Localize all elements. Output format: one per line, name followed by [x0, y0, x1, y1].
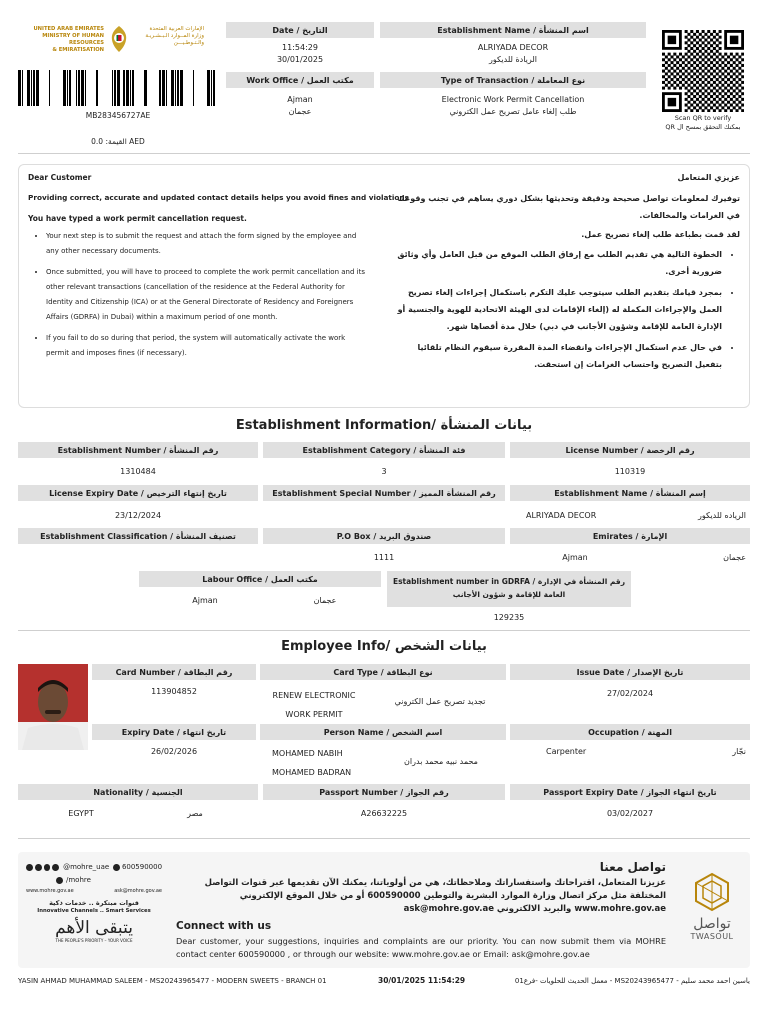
links-row	[26, 888, 162, 894]
emirates-header	[510, 528, 750, 544]
notice-bullet-en: • Your next step is to submit the request and attach the form signed by the employee and any other necessary documents.	[46, 229, 368, 259]
establishment-name-ar: الريادة للديكور	[489, 55, 537, 64]
notice-bullet-en: • If you fail to do so during that period, the system will automatically activate the work permit and imposes fines (if necessary).	[46, 331, 368, 361]
pobox-header	[263, 528, 505, 544]
transaction-type-ar: طلب إلغاء عامل تصريح عمل الكتروني	[449, 107, 577, 116]
est-category-label: Establishment Category / فئة المنشأة	[302, 445, 466, 455]
person-name-ar: محمد نبيه محمد بدران	[404, 757, 478, 766]
contact-text-en: Dear customer, your suggestions, inquiries and complaints are our priority. You can now submit them via MOHRE contact center 600590000 , or through our website: www.mohre.gov.ae or Email: ask@mohre.gov.ae	[176, 936, 666, 959]
est-category: 3	[381, 467, 387, 476]
classification-label: Establishment Classification / تصنيف المنشأة	[40, 531, 236, 541]
occupation-ar: نجّار	[732, 747, 746, 756]
nationality-header	[18, 784, 258, 800]
special-number-header	[263, 485, 505, 501]
establishment-name-label: Establishment Name / اسم المنشأة	[437, 25, 589, 35]
card-type-en: RENEW ELECTRONIC WORK PERMIT	[272, 691, 356, 719]
bottom-left: YASIN AHMAD MUHAMMAD SALEEM - MS20243965477 - MODERN SWEETS - BRANCH 01	[18, 977, 327, 985]
linkedin-icon[interactable]	[56, 877, 63, 884]
expiry-date-label: Expiry Date / تاريخ انتهاء	[121, 727, 227, 737]
est-number: 1310484	[120, 467, 156, 476]
footer-left	[26, 862, 162, 943]
card-number-header	[92, 664, 256, 680]
instagram-icon[interactable]	[26, 864, 33, 871]
site-link[interactable]: www.mohre.gov.ae	[26, 888, 74, 894]
divider	[18, 838, 750, 839]
date-value: 30/01/2025	[276, 55, 324, 64]
bottom-center: 30/01/2025 11:54:29	[378, 976, 466, 985]
pobox: 1111	[373, 553, 395, 562]
notice-bullets-en	[28, 229, 368, 361]
channels-ar: قنوات مبتكرة .. خدمات ذكية	[49, 899, 139, 907]
gdrfa-header	[387, 571, 631, 607]
nationality-ar: مصر	[187, 809, 203, 818]
barcode-code: MB283456727AE	[85, 111, 151, 120]
notice-line1-ar: توفيرك لمعلومات تواصل صحيحة ودقيقة وتحديثها بشكل دوري يساهم في تجنب وقوعك في الغرامات والمخالفات.	[397, 194, 740, 220]
contact-title-ar: تواصل معنا	[599, 860, 666, 874]
establishment-title: Establishment Information/ بيانات المنشأة	[235, 418, 533, 433]
employee-photo	[18, 664, 88, 750]
notice-bullet-ar: • في حال عدم استكمال الإجراءات وانقضاء المدة المقررة سيقوم النظام تلقائيا بتفعيل التصريح واحتساب الغرامات إن استحقت.	[392, 339, 722, 373]
notice-line2-en: You have typed a work permit cancellation request.	[28, 214, 247, 223]
labour-office-header	[139, 571, 381, 587]
gdrfa-number: 129235	[493, 613, 525, 622]
work-office-en: Ajman	[287, 95, 313, 104]
work-office-label: Work Office / مكتب العمل	[246, 75, 354, 85]
passport-expiry-header	[510, 784, 750, 800]
notice-bullet-ar: • الخطوة التالية هي تقديم الطلب مع إرفاق الطلب الموقع من قبل العامل وأي وثائق ضرورية أخرى.	[392, 246, 722, 280]
est-name-label: Establishment Name / إسم المنشأة	[554, 488, 706, 498]
web-row	[26, 876, 162, 884]
ministry-name-en: UNITED ARAB EMIRATES MINISTRY OF HUMAN RESOURCES & EMIRATISATION	[33, 26, 104, 53]
ministry-name-ar: الإمارات العربية المتحدة وزارة المــوارد الـبـشـريـة والـتـوطـيـــن	[145, 26, 204, 46]
passport-expiry: 03/02/2027	[606, 809, 654, 818]
card-type-ar: تجديد تصريح عمل الكتروني	[394, 697, 486, 706]
occupation-en: Carpenter	[546, 747, 587, 756]
occupation-label: Occupation / المهنة	[588, 727, 672, 737]
notice-ar	[392, 172, 740, 373]
labour-office-en: Ajman	[192, 596, 218, 605]
barcode	[18, 70, 218, 106]
person-name-label: Person Name / اسم الشخص	[323, 727, 443, 737]
notice-bullets-ar	[392, 246, 740, 373]
est-category-header	[263, 442, 505, 458]
person-name-header	[260, 724, 506, 740]
license-number: 110319	[614, 467, 646, 476]
work-office-ar: عجمان	[288, 107, 312, 116]
passport-number-label: Passport Number / رقم الجواز	[319, 787, 449, 797]
twasoul-ar: تواصل	[693, 916, 731, 932]
date-time: 11:54:29	[282, 43, 318, 52]
facebook-icon[interactable]	[44, 864, 51, 871]
twasoul-icon	[692, 872, 732, 912]
contact-en	[176, 920, 666, 961]
channels-en: Innovative Channels .. Smart Services	[37, 908, 151, 914]
web-handle[interactable]: /mohre	[66, 876, 91, 884]
notice-line1-en: Providing correct, accurate and updated contact details helps you avoid fines and violations	[28, 193, 409, 202]
divider	[18, 153, 750, 154]
license-expiry: 23/12/2024	[114, 511, 162, 520]
license-label: License Number / رقم الرخصة	[565, 445, 695, 455]
twasoul-logo	[676, 872, 748, 941]
qr-caption-ar: بمكنك التحقق بمسح ال QR	[665, 123, 741, 131]
issue-date: 27/02/2024	[606, 689, 654, 698]
transaction-type-label: Type of Transaction / نوع المعاملة	[440, 75, 586, 85]
barcode-value: القيمة: 0.0 AED	[91, 137, 145, 146]
employee-title: Employee Info/ بيانات الشخص	[281, 639, 487, 654]
nationality-en: EGYPT	[68, 809, 94, 818]
notice-en	[28, 172, 409, 361]
pobox-label: P.O Box / صندوق البريد	[336, 531, 432, 541]
contact-text-ar: عزيزنا المتعامل، اقتراحاتك واستفساراتك وملاحظاتك، هي من أولوياتنا، يمكنك الآن تقديمها عبر قنوات التواصل المختلفة مثل مركز اتصال وزارة الموارد البشرية والتوطين 600590000 أو من خلال الموقع الإلكتروني www.mohre.gov.ae والبريد الالكتروني ask@mohre.gov.ae	[204, 878, 666, 914]
qr-caption-en: Scan QR to verify	[674, 114, 732, 122]
establishment-name-en: ALRIYADA DECOR	[477, 43, 549, 52]
card-number: 113904852	[151, 687, 197, 696]
est-name-ar: الرياده للديكور	[698, 511, 746, 520]
slogan-en: THE PEOPLE'S PRIORITY – YOUR VOICE	[55, 938, 133, 943]
passport-expiry-label: Passport Expiry Date / تاريخ انتهاء الجواز	[543, 787, 717, 797]
est-number-header	[18, 442, 258, 458]
notice-line2-ar: لقد قمت بطباعة طلب إلغاء تصريح عمل.	[581, 230, 740, 239]
divider	[18, 630, 750, 631]
emirates-label: Emirates / الإمارة	[592, 531, 668, 541]
email-link[interactable]: ask@mohre.gov.ae	[114, 888, 162, 894]
phone-icon	[113, 864, 120, 871]
youtube-icon[interactable]	[52, 864, 59, 871]
date-label: Date / التاريخ	[272, 25, 328, 35]
est-name-en: ALRIYADA DECOR	[526, 511, 597, 520]
person-name-en: MOHAMED NABIH MOHAMED BADRAN	[272, 749, 352, 777]
expiry-date-header	[92, 724, 256, 740]
license-header	[510, 442, 750, 458]
qr-code	[662, 30, 744, 112]
card-number-label: Card Number / رقم البطاقة	[115, 667, 233, 677]
emirates-ar: عجمان	[723, 553, 746, 562]
est-number-label: Establishment Number / رقم المنشأة	[57, 445, 219, 455]
twasoul-en: TWASOUL	[690, 932, 734, 941]
expiry-date: 26/02/2026	[150, 747, 198, 756]
social-handle[interactable]: @mohre_uae	[63, 863, 110, 871]
transaction-type-en: Electronic Work Permit Cancellation	[441, 95, 585, 104]
card-type-label: Card Type / نوع البطاقة	[333, 667, 433, 677]
card-type-header	[260, 664, 506, 680]
twitter-icon[interactable]	[35, 864, 42, 871]
est-name-header	[510, 485, 750, 501]
license-expiry-label: License Expiry Date / تاريخ إنتهاء الترخيص	[49, 488, 227, 498]
bottom-right: ياسين احمد محمد سليم - MS20243965477 - معمل الحديث للحلويات -فرع01	[514, 977, 750, 985]
special-number-label: Establishment Special Number / رقم المنشأة المميز	[272, 488, 496, 498]
contact-title-en: Connect with us	[176, 920, 272, 932]
license-expiry-header	[18, 485, 258, 501]
signature-ar: يتبقى الأهم	[55, 918, 133, 938]
emirates-en: Ajman	[562, 553, 588, 562]
passport-number-header	[263, 784, 505, 800]
phone-number[interactable]: 600590000	[121, 863, 163, 871]
nationality-label: Nationality / الجنسية	[93, 787, 183, 797]
notice-greeting-ar: عزيزي المتعامل	[677, 173, 740, 182]
gdrfa-label: Establishment number in GDRFA / رقم المنشأة في الإدارة العامة للإقامة و شؤون الأجانب	[392, 577, 626, 599]
uae-emblem-icon	[108, 24, 130, 54]
date-header	[226, 22, 374, 38]
establishment-name-header	[380, 22, 646, 38]
issue-date-label: Issue Date / تاريخ الإصدار	[576, 667, 684, 677]
notice-bullet-en: • Once submitted, you will have to proceed to complete the work permit cancellation and its other relevant transactions (cancellation of the residence at the Federal Authority for Identity and Citizenship (ICA) or at the General Directorate of Residency and Foreigners Affairs (GDRFA) in Dubai) within a maximum period of one month.	[46, 265, 368, 325]
labour-office-label: Labour Office / مكتب العمل	[202, 574, 318, 584]
transaction-type-header	[380, 72, 646, 88]
social-row	[26, 862, 162, 872]
contact-ar	[176, 860, 666, 916]
work-office-header	[226, 72, 374, 88]
notice-greeting-en: Dear Customer	[28, 173, 92, 182]
passport-number: A26632225	[360, 809, 408, 818]
occupation-header	[510, 724, 750, 740]
classification-header	[18, 528, 258, 544]
ministry-logo	[18, 24, 204, 56]
issue-date-header	[510, 664, 750, 680]
notice-bullet-ar: • بمجرد قيامك بتقديم الطلب سيتوجب عليك التكرم باستكمال إجراءات إلغاء تصريح العمل والإجراءات المكملة له (إلغاء الإقامات لدى الهيئة الاتحادية للهوية والجنسية أو الإدارة العامة للإقامة وشؤون الأجانب في دبي) خلال مدة أقصاها شهر.	[392, 284, 722, 335]
labour-office-ar: عجمان	[313, 596, 337, 605]
